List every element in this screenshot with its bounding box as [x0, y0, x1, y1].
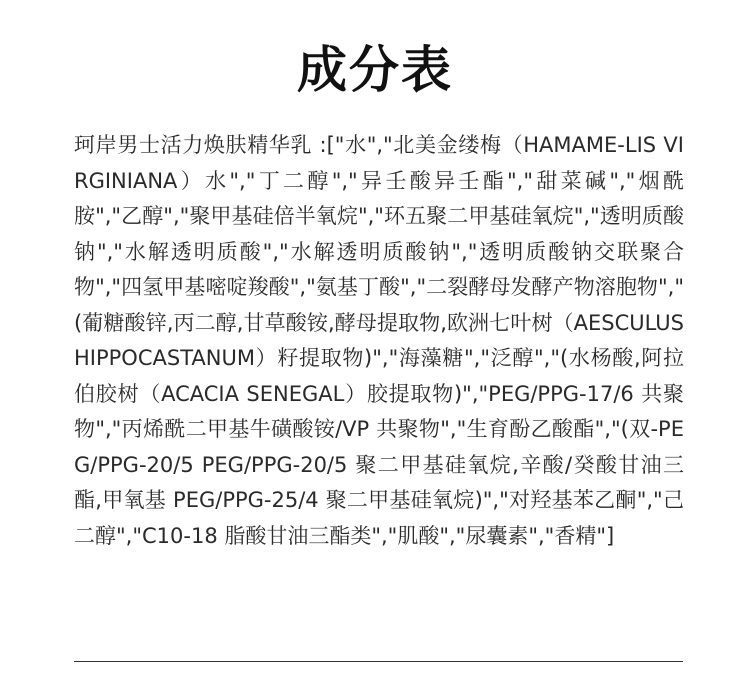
- page-title: 成分表: [297, 41, 453, 99]
- bottom-divider: [74, 661, 683, 662]
- ingredient-list: 珂岸男士活力焕肤精华乳 :["水","北美金缕梅（HAMAME-LIS VIRGINIANA）水","丁二醇","异壬酸异壬酯","甜菜碱","烟酰胺","乙醇","聚甲基硅倍半氧烷","环五聚二甲基硅氧烷","透明质酸钠","水解透明质酸","水解透明质酸钠","透明质酸钠交联聚合物","四氢甲基嘧啶羧酸","氨基丁酸","二裂酵母发酵产物溶胞物","(葡糖酸锌,丙二醇,甘草酸铵,酵母提取物,欧洲七叶树（AESCULUS HIPPOCASTANUM）籽提取物)","海藻糖","泛醇","(水杨酸,阿拉伯胶树（ACACIA SENEGAL）胶提取物)","PEG/PPG-17/6 共聚物","丙烯酰二甲基牛磺酸铵/VP 共聚物","生育酚乙酸酯","(双-PEG/PPG-20/5 PEG/PPG-20/5 聚二甲基硅氧烷,辛酸/癸酸甘油三酯,甲氧基 PEG/PPG-25/4 聚二甲基硅氧烷)","对羟基苯乙酮","己二醇","C10-18 脂酸甘油三酯类","肌酸","尿囊素","香精"]: [74, 133, 684, 548]
